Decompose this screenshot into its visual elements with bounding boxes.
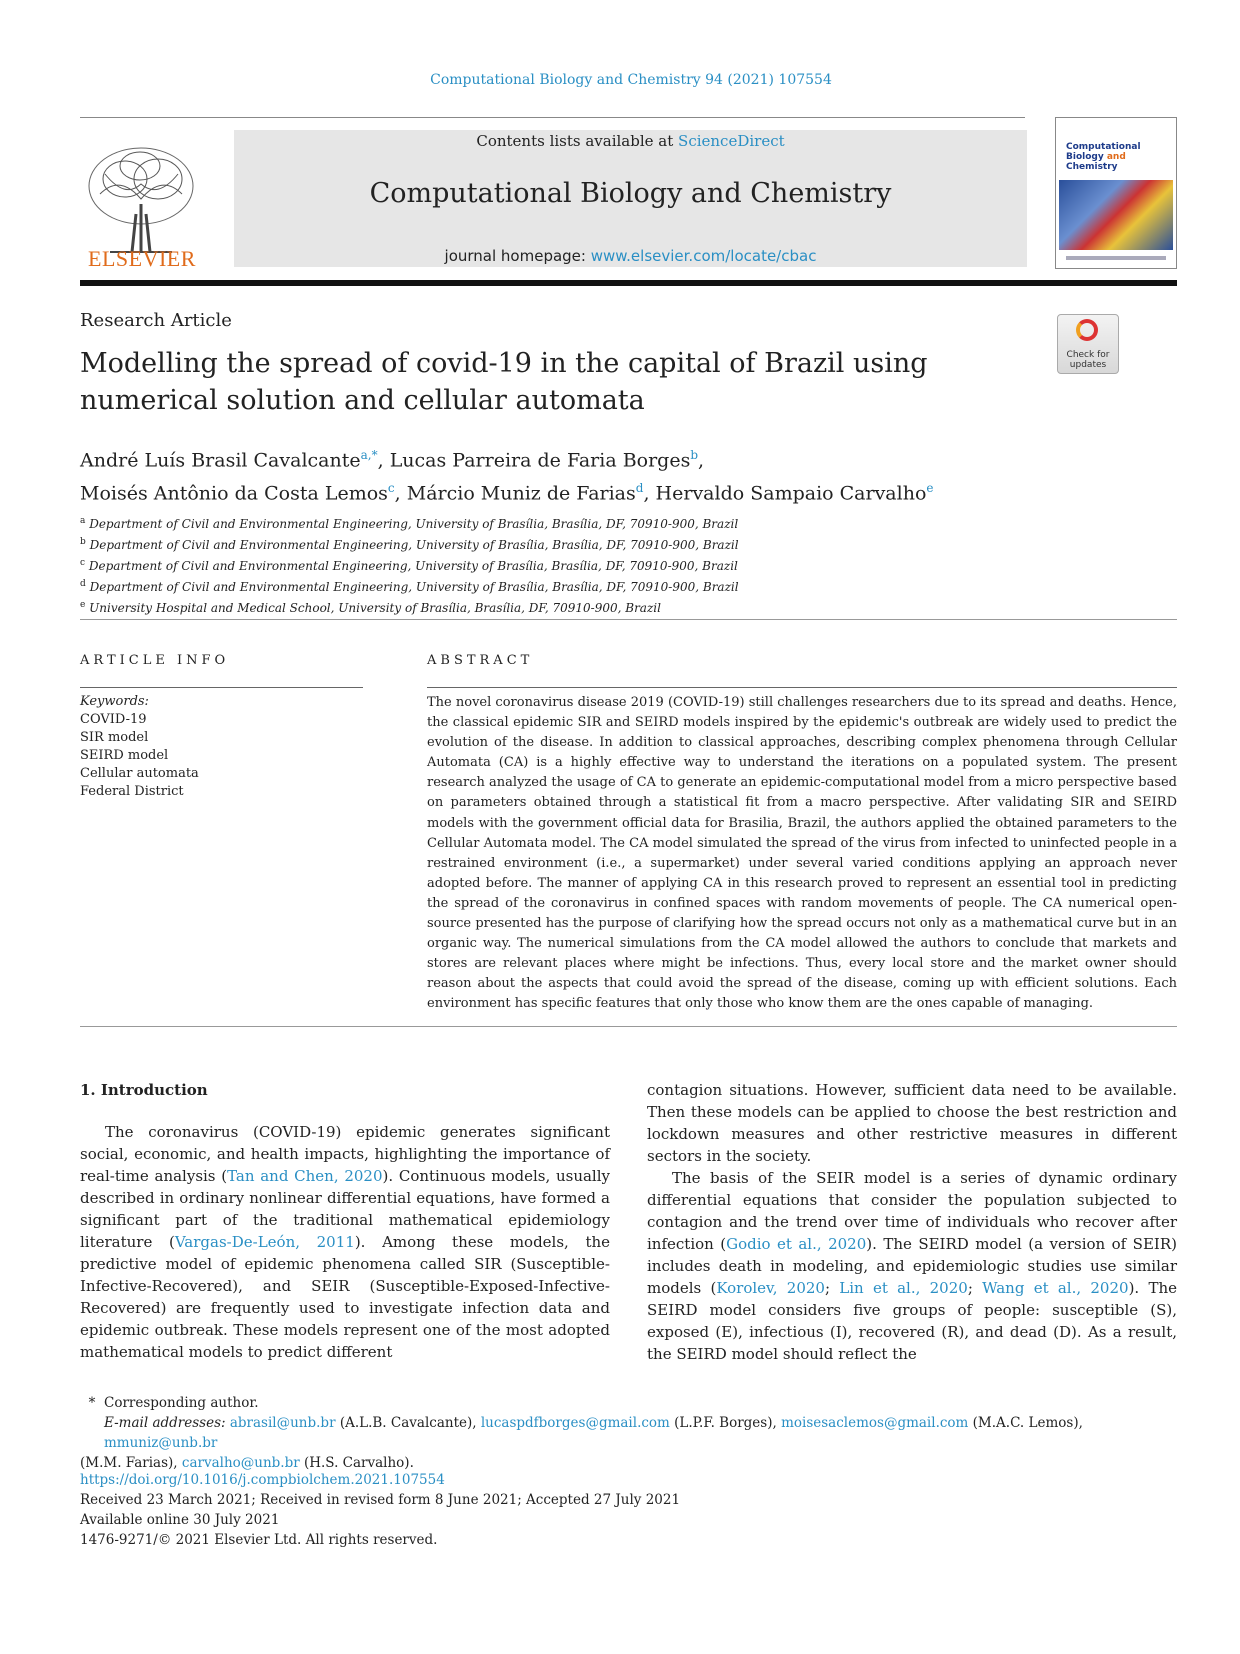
affil-marker: b bbox=[80, 537, 86, 547]
cover-title bbox=[1066, 142, 1166, 172]
cover-footer-bar bbox=[1066, 256, 1166, 260]
intro-paragraph-continued: contagion situations. However, sufficient data need to be available. Then these models can be applied to choose the best restriction and lockdown measures and other restrictive measures in different sectors in the society. bbox=[647, 1081, 1177, 1165]
journal-title: Computational Biology and Chemistry bbox=[369, 178, 892, 209]
available-online: Available online 30 July 2021 bbox=[80, 1512, 280, 1528]
email-owner: (L.P.F. Borges), bbox=[669, 1415, 782, 1431]
abstract-rule bbox=[427, 687, 1177, 688]
journal-reference[interactable]: Computational Biology and Chemistry 94 (2021) 107554 bbox=[430, 72, 832, 88]
email-owner: (M.A.C. Lemos), bbox=[968, 1415, 1083, 1431]
keywords-list bbox=[80, 693, 199, 801]
keyword: COVID-19 bbox=[80, 712, 147, 727]
contents-prefix: Contents lists available at bbox=[476, 132, 679, 150]
homepage-link[interactable]: www.elsevier.com/locate/cbac bbox=[590, 247, 817, 265]
text-run: The basis of the SEIR model is a series of dynamic ordinary differential equations that consider the population subjected to contagion and the trend over time of individuals who recover after infection ( bbox=[647, 1169, 1177, 1253]
abstract-end-divider bbox=[80, 1026, 1177, 1027]
keyword: Federal District bbox=[80, 784, 184, 799]
corresponding-author-note bbox=[80, 1393, 1177, 1413]
corresponding-author-link[interactable]: * bbox=[371, 448, 378, 462]
email-addresses bbox=[80, 1413, 1177, 1453]
abstract-heading: ABSTRACT bbox=[427, 653, 534, 668]
citation-link[interactable]: Vargas-De-León, 2011 bbox=[174, 1233, 355, 1251]
affiliation bbox=[80, 575, 739, 596]
check-updates-line2: updates bbox=[1069, 360, 1107, 370]
article-type: Research Article bbox=[80, 310, 232, 331]
check-updates-label bbox=[1058, 350, 1118, 370]
check-for-updates-button[interactable] bbox=[1057, 314, 1119, 374]
text-run: ). The SEIRD model (a version of SEIR) includes death in modeling, and epidemiologic studies use similar models ( bbox=[647, 1235, 1177, 1297]
keywords-label: Keywords: bbox=[80, 694, 149, 709]
check-updates-line1: Check for bbox=[1066, 350, 1110, 360]
contents-line bbox=[234, 132, 1027, 150]
author-name: Márcio Muniz de Farias bbox=[406, 482, 636, 505]
citation-link[interactable]: Lin et al., 2020 bbox=[839, 1279, 968, 1297]
author-affil-link[interactable]: b bbox=[690, 448, 699, 462]
section-divider bbox=[80, 619, 1177, 620]
footnotes bbox=[80, 1393, 1177, 1473]
article-info-rule bbox=[80, 687, 363, 688]
affiliation bbox=[80, 596, 739, 617]
cover-title-1: Computational bbox=[1066, 142, 1141, 152]
citation-link[interactable]: Korolev, 2020 bbox=[716, 1279, 825, 1297]
email-link[interactable]: abrasil@unb.br bbox=[229, 1415, 336, 1431]
author-sep: , bbox=[643, 482, 656, 505]
author-name: Hervaldo Sampaio Carvalho bbox=[655, 482, 927, 505]
author-affil-link[interactable]: c bbox=[387, 481, 395, 496]
text-run: The coronavirus (COVID-19) epidemic generates significant social, economic, and health impacts, highlighting the importance of real-time analysis ( bbox=[80, 1123, 610, 1185]
author-sep: , bbox=[377, 449, 390, 472]
email-link[interactable]: lucaspdfborges@gmail.com bbox=[480, 1415, 670, 1431]
homepage-line bbox=[234, 247, 1027, 265]
affil-text: Department of Civil and Environmental Engineering, University of Brasília, Brasília, DF, 70910-900, Brazil bbox=[88, 559, 738, 573]
cover-title-2: Biology bbox=[1066, 152, 1104, 162]
cover-title-and: and bbox=[1106, 152, 1126, 162]
author-affil-link[interactable]: a, bbox=[360, 448, 372, 462]
affil-text: Department of Civil and Environmental Engineering, University of Brasília, Brasília, DF, 70910-900, Brazil bbox=[89, 538, 739, 552]
email-owner: (H.S. Carvalho). bbox=[299, 1455, 414, 1471]
header-divider bbox=[80, 117, 1025, 118]
affil-marker: e bbox=[80, 600, 86, 610]
author-name: Moisés Antônio da Costa Lemos bbox=[80, 482, 388, 505]
author-affil-link[interactable]: e bbox=[926, 481, 934, 496]
copyright: 1476-9271/© 2021 Elsevier Ltd. All rights reserved. bbox=[80, 1532, 438, 1548]
keyword: Cellular automata bbox=[80, 766, 199, 781]
email-owner: (M.M. Farias), bbox=[80, 1455, 182, 1471]
author-name: André Luís Brasil Cavalcante bbox=[80, 449, 361, 472]
masthead-thick-rule bbox=[80, 280, 1177, 286]
corresponding-text: Corresponding author. bbox=[104, 1395, 259, 1411]
affil-text: Department of Civil and Environmental Engineering, University of Brasília, Brasília, DF, 70910-900, Brazil bbox=[89, 517, 739, 531]
intro-paragraph bbox=[647, 1167, 1177, 1365]
email-link[interactable]: moisesaclemos@gmail.com bbox=[781, 1415, 969, 1431]
affiliation bbox=[80, 533, 739, 554]
author-name: Lucas Parreira de Faria Borges bbox=[389, 449, 691, 472]
text-run: ). The SEIRD model considers five groups of people: susceptible (S), exposed (E), infectious (I), recovered (R), and dead (D). As a result, the SEIRD model should reflect the bbox=[647, 1279, 1177, 1363]
journal-masthead bbox=[234, 130, 1027, 267]
cover-image bbox=[1059, 180, 1173, 250]
affil-marker: a bbox=[80, 516, 86, 526]
affil-text: University Hospital and Medical School, University of Brasília, Brasília, DF, 70910-900, Brazil bbox=[89, 601, 661, 615]
body-column-right bbox=[647, 1079, 1177, 1365]
abstract-text: The novel coronavirus disease 2019 (COVID-19) still challenges researchers due to its spread and deaths. Hence, the classical epidemic SIR and SEIRD models inspired by the epidemic's outbreak are widely used to predict the evolution of the disease. In addition to classical approaches, describing complex phenomena through Cellular Automata (CA) is a highly effective way to understand the iterations on a populated system. The present research analyzed the usage of CA to generate an epidemic-computational model from a micro perspective based on parameters obtained through a statistical fit from a macro perspective. After validating SIR and SEIRD models with the government official data for Brasilia, Brazil, the authors applied the obtained parameters to the Cellular Automata model. The CA model simulated the spread of the virus from infected to uninfected people in a restrained environment (i.e., a supermarket) under several varied conditions applying an approach never adopted before. The manner of applying CA in this research proved to represent an essential tool in predicting the spread of the coronavirus in confined spaces with random movements of people. The CA numerical open-source presented has the purpose of clarifying how the spread occurs not only as a mathematical curve but in an organic way. The numerical simulations from the CA model allowed the authors to conclude that markets and stores are relevant places where might be infections. Thus, every local store and the market owner should reason about the aspects that could avoid the spread of the disease, coming up with efficient solutions. Each environment has specific features that only those who know them are the ones capable of managing. bbox=[427, 695, 1177, 1012]
footnote-star: * bbox=[88, 1395, 96, 1411]
affiliation bbox=[80, 554, 739, 575]
citation-link[interactable]: Godio et al., 2020 bbox=[726, 1235, 867, 1253]
publisher-wordmark: ELSEVIER bbox=[88, 246, 196, 271]
intro-paragraph bbox=[80, 1121, 610, 1363]
affil-text: Department of Civil and Environmental Engineering, University of Brasília, Brasília, DF, 70910-900, Brazil bbox=[89, 580, 739, 594]
affiliations bbox=[80, 512, 739, 617]
cover-title-3: Chemistry bbox=[1066, 162, 1118, 172]
keyword: SIR model bbox=[80, 730, 149, 745]
email-label: E-mail addresses: bbox=[104, 1415, 230, 1431]
text-run: ). Continuous models, usually described in ordinary nonlinear differential equations, have formed a significant part of the traditional mathematical epidemiology literature ( bbox=[80, 1167, 610, 1251]
author-sep: , bbox=[394, 482, 407, 505]
check-updates-icon bbox=[1076, 319, 1098, 341]
sciencedirect-link[interactable]: ScienceDirect bbox=[678, 132, 785, 150]
text-run: ; bbox=[824, 1279, 840, 1297]
section-heading-introduction: 1. Introduction bbox=[80, 1081, 208, 1099]
text-run: ). Among these models, the predictive model of epidemic phenomena called SIR (Susceptible-Infective-Recovered), and SEIR (Susceptible-Exposed-Infective-Recovered) are frequently used to investigate infection data and epidemic outbreak. These models represent one of the most adopted mathematical models to predict different bbox=[80, 1233, 611, 1361]
author-list bbox=[80, 441, 1180, 508]
author-sep: , bbox=[698, 449, 705, 472]
homepage-prefix: journal homepage: bbox=[444, 247, 591, 265]
email-link[interactable]: carvalho@unb.br bbox=[181, 1455, 300, 1471]
article-info-heading: ARTICLE INFO bbox=[80, 653, 230, 668]
body-column-left bbox=[80, 1079, 610, 1363]
affiliation bbox=[80, 512, 739, 533]
doi-link[interactable]: https://doi.org/10.1016/j.compbiolchem.2021.107554 bbox=[80, 1472, 445, 1488]
affil-marker: d bbox=[80, 579, 86, 589]
publication-metadata bbox=[80, 1470, 680, 1550]
keyword: SEIRD model bbox=[80, 748, 169, 763]
email-owner: (A.L.B. Cavalcante), bbox=[335, 1415, 481, 1431]
affil-marker: c bbox=[80, 558, 86, 568]
article-title: Modelling the spread of covid-19 in the capital of Brazil using numerical solution and cellular automata bbox=[80, 348, 928, 416]
citation-link[interactable]: Wang et al., 2020 bbox=[982, 1279, 1129, 1297]
text-run: ; bbox=[967, 1279, 983, 1297]
author-affil-link[interactable]: d bbox=[635, 481, 644, 496]
email-link[interactable]: mmuniz@unb.br bbox=[104, 1435, 218, 1451]
citation-link[interactable]: Tan and Chen, 2020 bbox=[227, 1167, 383, 1185]
received-dates: Received 23 March 2021; Received in revised form 8 June 2021; Accepted 27 July 2021 bbox=[80, 1492, 681, 1508]
journal-cover-thumbnail bbox=[1055, 117, 1177, 269]
